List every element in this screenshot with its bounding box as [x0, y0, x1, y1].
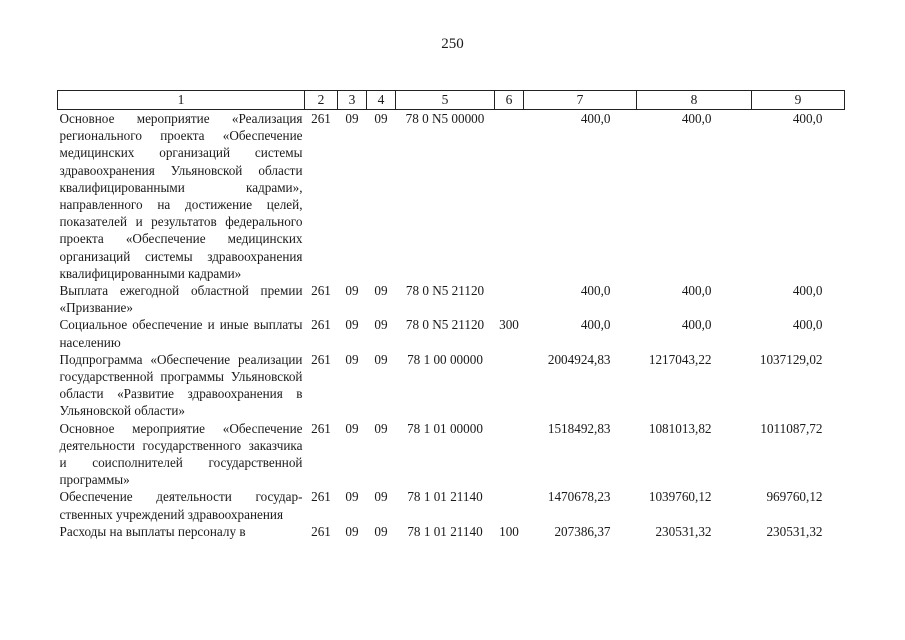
row-amount-col9: 230531,32 [766, 523, 823, 539]
row-subsection: 09 [374, 420, 388, 436]
row-target-article: 78 1 01 21140 [407, 523, 483, 539]
row-ministry-code: 261 [311, 420, 331, 436]
row-amount-col8: 230531,32 [655, 523, 712, 539]
row-amount-col9: 400,0 [792, 111, 823, 126]
budget-table [57, 90, 845, 540]
row-section: 09 [345, 489, 359, 505]
row-subsection: 09 [374, 489, 388, 505]
row-expense-type [495, 420, 524, 489]
row-ministry-code: 261 [311, 523, 331, 539]
row-expense-type [495, 351, 524, 420]
row-target-article: 78 0 N5 21120 [405, 317, 485, 333]
row-section: 09 [345, 523, 359, 539]
row-amount-col7: 400,0 [580, 111, 611, 126]
row-amount-col9: 1011087,72 [760, 420, 823, 436]
row-name: Выплата ежегодной областной премии «Призвание» [59, 283, 303, 316]
row-target-article: 78 0 N5 21120 [405, 283, 485, 299]
row-ministry-code: 261 [311, 317, 331, 333]
row-amount-col9: 400,0 [792, 283, 823, 299]
row-amount-col7: 2004924,83 [547, 351, 611, 367]
table-row [58, 523, 845, 540]
row-expense-type [495, 488, 524, 522]
row-amount-col7: 400,0 [580, 317, 611, 333]
column-header-7: 7 [524, 91, 637, 110]
row-subsection: 09 [374, 351, 388, 367]
row-expense-type [495, 110, 524, 283]
column-header-4: 4 [367, 91, 396, 110]
row-ministry-code: 261 [311, 489, 331, 505]
row-target-article: 78 1 00 00000 [407, 351, 483, 367]
row-section: 09 [345, 351, 359, 367]
column-header-6: 6 [495, 91, 524, 110]
column-header-5: 5 [396, 91, 495, 110]
column-header-2: 2 [305, 91, 338, 110]
table-row [58, 420, 845, 489]
row-amount-col9: 400,0 [792, 317, 823, 333]
row-ministry-code: 261 [311, 111, 331, 126]
row-amount-col8: 1217043,22 [648, 351, 712, 367]
row-target-article: 78 1 01 21140 [407, 489, 483, 505]
row-amount-col7: 207386,37 [554, 523, 611, 539]
row-expense-type [495, 282, 524, 316]
row-section: 09 [345, 111, 359, 126]
row-name: Подпрограмма «Обеспечение реализации государственной программы Ульяновской области «Развитие здравоохранения в Ульяновской области» [59, 351, 303, 419]
column-header-3: 3 [338, 91, 367, 110]
row-amount-col9: 1037129,02 [759, 351, 823, 367]
row-amount-col8: 400,0 [681, 111, 712, 126]
table-row [58, 110, 845, 283]
table-header-row [58, 91, 845, 110]
row-section: 09 [345, 420, 359, 436]
row-name: Основное мероприятие «Обеспечение деятельности государственного заказчика и соисполнителей государственной программы» [59, 420, 303, 488]
row-section: 09 [345, 317, 359, 333]
row-target-article: 78 1 01 00000 [407, 420, 483, 436]
column-header-8: 8 [637, 91, 752, 110]
row-name: Основное мероприятие «Реализация регионального проекта «Обеспечение медицинских организаций системы здравоохранения Ульяновской области квалифицированными кадрами», направленного на достижение целей, показателей и результатов федерального проекта «Обеспечение медицинских организаций системы здравоохранения квалифицированными кадрами» [59, 111, 303, 281]
page-number: 250 [441, 36, 464, 52]
column-header-9: 9 [752, 91, 845, 110]
row-section: 09 [345, 283, 359, 299]
row-target-article: 78 0 N5 00000 [405, 111, 485, 126]
row-subsection: 09 [374, 283, 388, 299]
row-ministry-code: 261 [311, 351, 331, 367]
table-row [58, 282, 845, 316]
row-name: Расходы на выплаты персоналу в [59, 523, 246, 539]
row-ministry-code: 261 [311, 283, 331, 299]
row-subsection: 09 [374, 523, 388, 539]
row-amount-col7: 1518492,83 [547, 420, 611, 436]
row-amount-col8: 400,0 [681, 317, 712, 333]
row-subsection: 09 [374, 111, 388, 126]
row-amount-col7: 1470678,23 [547, 489, 611, 505]
row-amount-col8: 400,0 [681, 283, 712, 299]
row-amount-col8: 1081013,82 [648, 420, 712, 436]
table-row [58, 351, 845, 420]
row-amount-col7: 400,0 [580, 283, 611, 299]
row-name: Социальное обеспечение и иные выплаты населению [59, 317, 303, 350]
row-amount-col9: 969760,12 [766, 489, 823, 505]
table-row [58, 488, 845, 522]
row-amount-col8: 1039760,12 [648, 489, 712, 505]
row-name: Обеспечение деятельности государственных учреждений здравоохранения [59, 489, 303, 522]
table-row [58, 316, 845, 350]
row-expense-type: 100 [499, 523, 519, 539]
column-header-1: 1 [58, 91, 305, 110]
row-subsection: 09 [374, 317, 388, 333]
row-expense-type: 300 [499, 317, 519, 333]
